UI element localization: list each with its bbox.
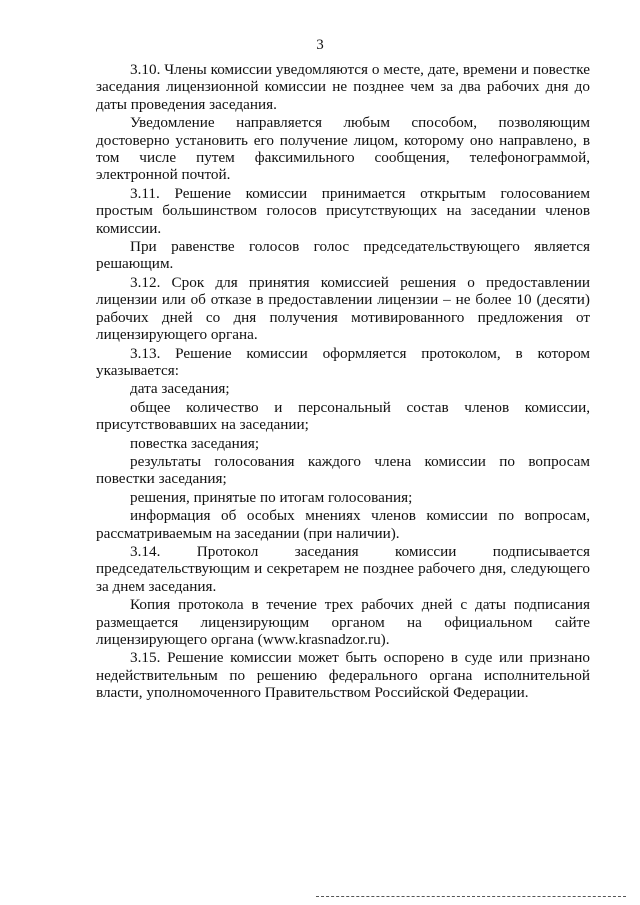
footer-divider	[316, 896, 626, 897]
paragraph-notification-method: Уведомление направляется любым способом, позволяющим достоверно установить его получение лицом, которому оно направлено, в том числе путем факсимильного сообщения, телефонограммой, электронной почтой.	[96, 114, 590, 184]
paragraph-tie-vote: При равенстве голосов голос председательствующего является решающим.	[96, 238, 590, 273]
paragraph-3-12: 3.12. Срок для принятия комиссией решения о предоставлении лицензии или об отказе в предоставлении лицензии – не более 10 (десяти) рабочих дней со дня получения мотивированного предложения от лицензирующего органа.	[96, 273, 590, 344]
paragraph-3-10: 3.10. Члены комиссии уведомляются о месте, дате, времени и повестке заседания лицензионной комиссии не позднее чем за два рабочих дня до даты проведения заседания.	[96, 61, 590, 113]
paragraph-3-15: 3.15. Решение комиссии может быть оспорено в суде или признано недействительным по решению федерального органа исполнительной власти, уполномоченного Правительством Российской Федерации.	[96, 649, 590, 702]
page-number: 3	[316, 37, 324, 53]
document-body	[96, 61, 590, 702]
paragraph-3-14: 3.14. Протокол заседания комиссии подписывается председательствующим и секретарем не позднее рабочего дня, следующего за днем заседания.	[96, 542, 590, 595]
list-item-members-present: общее количество и персональный состав членов комиссии, присутствовавших на заседании;	[96, 398, 590, 434]
list-item-meeting-date: дата заседания;	[130, 380, 230, 398]
list-item-special-opinions: информация об особых мнениях членов комиссии по вопросам, рассматриваемым на заседании (при наличии).	[96, 507, 590, 542]
list-item-decisions: решения, принятые по итогам голосования;	[130, 488, 413, 506]
paragraph-3-11: 3.11. Решение комиссии принимается открытым голосованием простым большинством голосов присутствующих на заседании членов комиссии.	[96, 184, 590, 237]
paragraph-3-13: 3.13. Решение комиссии оформляется протоколом, в котором указывается:	[96, 344, 590, 379]
list-item-voting-results: результаты голосования каждого члена комиссии по вопросам повестки заседания;	[96, 452, 590, 488]
paragraph-protocol-copy: Копия протокола в течение трех рабочих дней с даты подписания размещается лицензирующим органом на официальном сайте лицензирующего органа (www.krasnadzor.ru).	[96, 596, 590, 648]
list-item-agenda: повестка заседания;	[130, 434, 260, 452]
